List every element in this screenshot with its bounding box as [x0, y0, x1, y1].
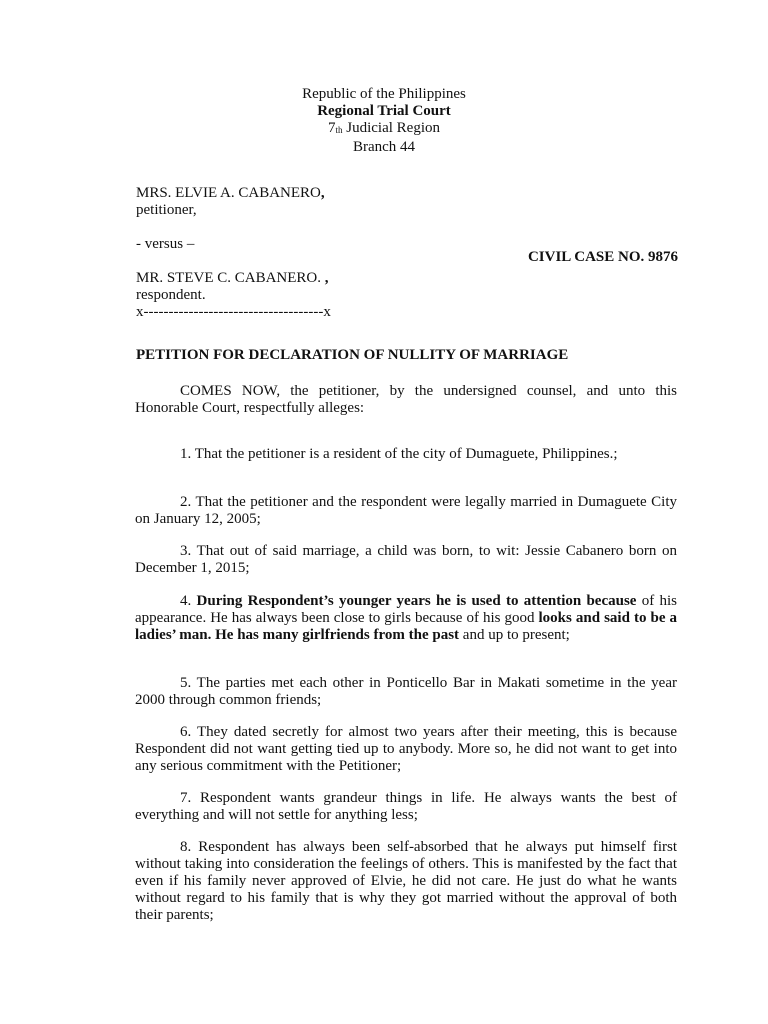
- caption-separator: x------------------------------------x: [136, 304, 331, 320]
- branch-line: Branch 44: [352, 139, 416, 155]
- petitioner-name: MRS. ELVIE A. CABANERO,: [136, 185, 325, 201]
- allegation-4-bold-2: looks and said to be a ladies’ man. He has many girlfriends from the past: [135, 610, 677, 643]
- allegation-4-bold-1: During Respondent’s younger years he is used to attention because: [196, 593, 637, 609]
- republic-line: Republic of the Philippines: [302, 86, 466, 102]
- ordinal-suffix: th: [335, 125, 343, 135]
- allegation-2: 2. That the petitioner and the respondent were legally married in Dumaguete City on January 12, 2005;: [135, 494, 677, 527]
- judicial-region: $7_{th}$ Judicial Region: [327, 120, 440, 136]
- respondent-name: MR. STEVE C. CABANERO. ,: [136, 270, 329, 286]
- allegation-1: 1. That the petitioner is a resident of the city of Dumaguete, Philippines.;: [180, 446, 618, 462]
- intro-paragraph: COMES NOW, the petitioner, by the undersigned counsel, and unto this Honorable Court, respectfully alleges:: [135, 383, 677, 416]
- allegation-8: 8. Respondent has always been self-absorbed that he always put himself first without taking into consideration the feelings of others. This is manifested by the fact that even if his family never approved of Elvie, he did not care. He just do what he wants without regard to his family that is why they got married without the approval of both their parents;: [135, 839, 677, 923]
- civil-case-number: CIVIL CASE NO. 9876: [527, 249, 678, 265]
- court-name: Regional Trial Court: [317, 103, 451, 119]
- allegation-7: 7. Respondent wants grandeur things in life. He always wants the best of everything and will not settle for anything less;: [135, 790, 677, 823]
- versus-line: - versus –: [136, 236, 195, 252]
- allegation-3: 3. That out of said marriage, a child was born, to wit: Jessie Cabanero born on December 1, 2015;: [135, 543, 677, 576]
- respondent-role: respondent.: [136, 287, 206, 303]
- document-title: PETITION FOR DECLARATION OF NULLITY OF MARRIAGE: [136, 347, 569, 363]
- allegation-4: 4. During Respondent’s younger years he is used to attention because of his appearance. He has always been close to girls because of his good looks and said to be a ladies’ man. He has many girlfriends from the past and up to present;: [135, 593, 678, 643]
- court-header: [0, 86, 768, 156]
- allegation-6: 6. They dated secretly for almost two years after their meeting, this is because Respondent did not want getting tied up to anybody. More so, he did not want to get into any serious commitment with the Petitioner;: [135, 724, 677, 774]
- petitioner-role: petitioner,: [136, 202, 197, 218]
- allegation-5: 5. The parties met each other in Ponticello Bar in Makati sometime in the year 2000 through common friends;: [135, 675, 677, 708]
